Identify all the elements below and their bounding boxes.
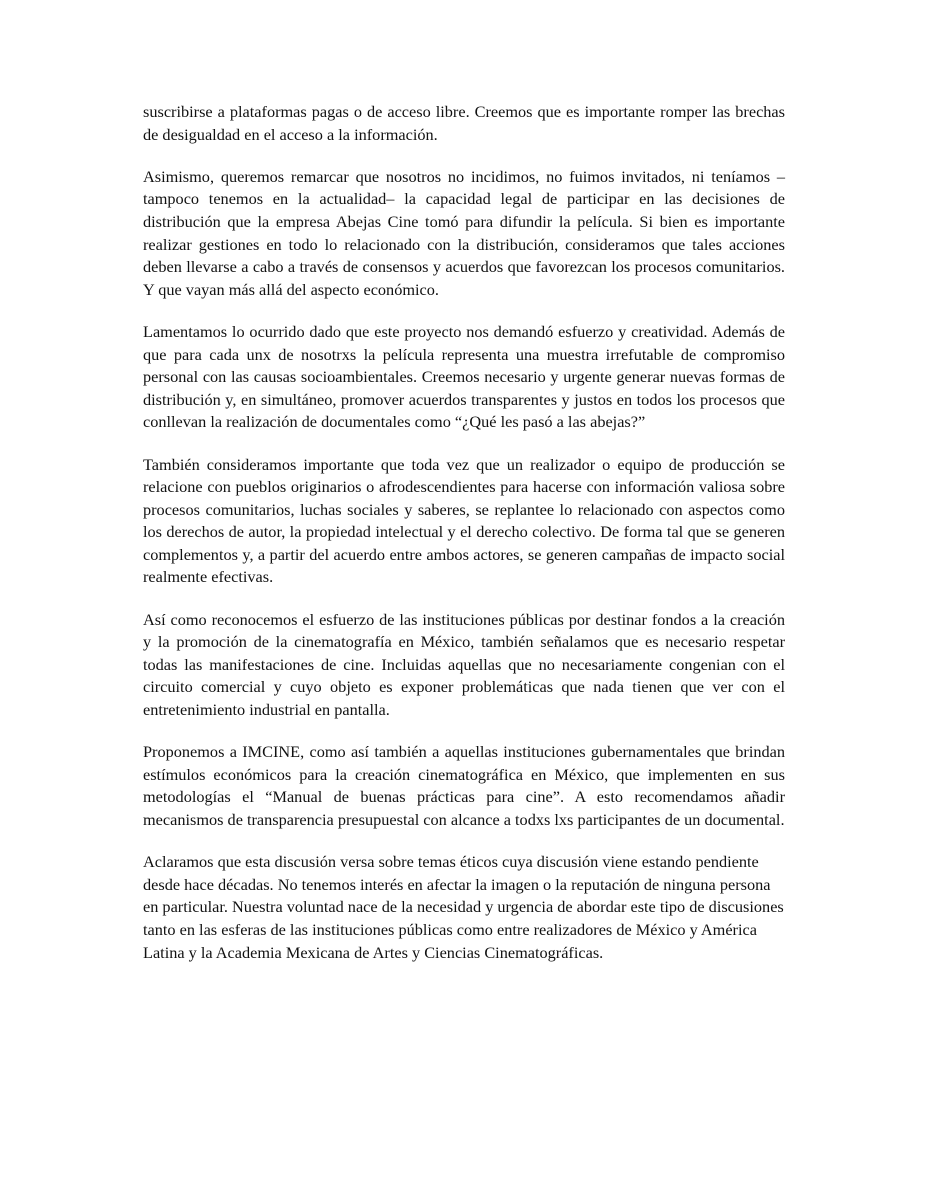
document-page: [143, 101, 785, 984]
paragraph-imcine-proposal: Proponemos a IMCINE, como así también a aquellas instituciones gubernamentales que brindan estímulos económicos para la creación cinematográfica en México, que implementen en sus metodologías el “Manual de buenas prácticas para cine”. A esto recomendamos añadir mecanismos de transparencia presupuestal con alcance a todxs lxs participantes de un documental.: [143, 742, 785, 829]
paragraph-ethical-clarification: Aclaramos que esta discusión versa sobre temas éticos cuya discusión viene estando pendiente desde hace décadas. No tenemos interés en afectar la imagen o la reputación de ninguna persona en particular. Nuestra voluntad nace de la necesidad y urgencia de abordar este tipo de discusiones tanto en las esferas de las instituciones públicas como entre realizadores de México y América Latina y la Academia Mexicana de Artes y Ciencias Cinematográficas.: [143, 852, 784, 962]
paragraph-regret-and-proposals: Lamentamos lo ocurrido dado que este proyecto nos demandó esfuerzo y creatividad. Además de que para cada unx de nosotrxs la película representa una muestra irrefutable de compromiso personal con las causas socioambientales. Creemos necesario y urgente generar nuevas formas de distribución y, en simultáneo, promover acuerdos transparentes y justos en todos los procesos que conllevan la realización de documentales como “¿Qué les pasó a las abejas?”: [143, 321, 785, 432]
paragraph-access-to-information: suscribirse a plataformas pagas o de acceso libre. Creemos que es importante romper las brechas de desigualdad en el acceso a la información.: [143, 102, 785, 144]
paragraph-public-institutions: Así como reconocemos el esfuerzo de las instituciones públicas por destinar fondos a la creación y la promoción de la cinematografía en México, también señalamos que es necesario respetar todas las manifestaciones de cine. Incluidas aquellas que no necesariamente congenian con el circuito comercial y cuyo objeto es exponer problemáticas que nada tienen que ver con el entretenimiento industrial en pantalla.: [143, 609, 785, 720]
paragraph-collective-rights: También consideramos importante que toda vez que un realizador o equipo de producción se relacione con pueblos originarios o afrodescendientes para hacerse con información valiosa sobre procesos comunitarios, luchas sociales y saberes, se replantee lo relacionado con aspectos como los derechos de autor, la propiedad intelectual y el derecho colectivo. De forma tal que se generen complementos y, a partir del acuerdo entre ambos actores, se generen campañas de impacto social realmente efectivas.: [143, 454, 785, 587]
paragraph-distribution-decisions: Asimismo, queremos remarcar que nosotros no incidimos, no fuimos invitados, ni teníamos –tampoco tenemos en la actualidad– la capacidad legal de participar en las decisiones de distribución que la empresa Abejas Cine tomó para difundir la película. Si bien es importante realizar gestiones en todo lo relacionado con la distribución, consideramos que tales acciones deben llevarse a cabo a través de consensos y acuerdos que favorezcan los procesos comunitarios. Y que vayan más allá del aspecto económico.: [143, 166, 785, 299]
